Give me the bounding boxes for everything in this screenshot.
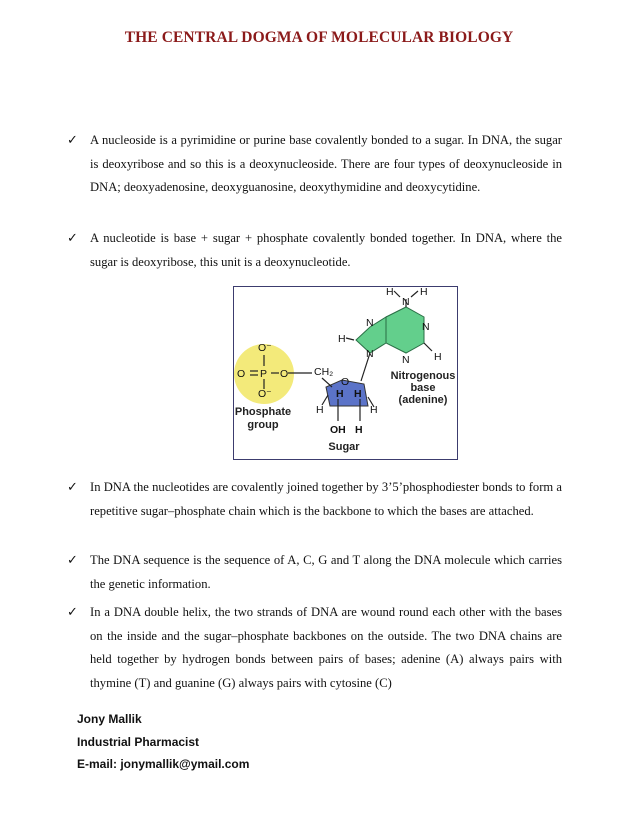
checkmark-icon: ✓ [67,480,78,495]
atom-h-ring-right: H [354,388,362,400]
atom-h-base-right: H [434,351,442,363]
phosphate-label-group: group [247,419,279,431]
author-name: Jony Mallik [77,712,142,726]
bullet-item-double-helix [67,601,562,695]
atom-h-base-left: H [338,333,346,345]
base-six-ring-shape [386,307,424,353]
atom-h-right: H [370,404,378,416]
bullet-text: A nucleotide is base + sugar + phosphate covalently bonded together. In DNA, where the sugar is deoxyribose, this unit is a deoxynucleotide. [90,231,562,269]
checkmark-icon: ✓ [67,553,78,568]
checkmark-icon: ✓ [67,605,78,620]
author-email: E-mail: jonymallik@ymail.com [77,757,250,771]
bullet-item-sequence [67,549,562,596]
base-label-adenine: (adenine) [398,394,448,406]
atom-n-1: N [366,317,374,329]
bullet-item-phosphodiester [67,476,562,523]
atom-o-minus-top: O⁻ [258,342,272,354]
atom-h-amine-right: H [420,287,428,298]
atom-n-amine: N [402,296,410,308]
bullet-text: A nucleoside is a pyrimidine or purine base covalently bonded to a sugar. In DNA, the sugar is deoxyribose and so this is a deoxynucleoside. There are four types of deoxynucleoside in DNA; deoxyadenosine, deoxyguanosine, deoxythymidine and deoxycytidine. [90,133,562,194]
nucleotide-structure-figure [233,286,458,460]
document-title: THE CENTRAL DOGMA OF MOLECULAR BIOLOGY [124,29,514,46]
atom-o-ring: O [341,376,350,388]
bullet-text: In a DNA double helix, the two strands of DNA are wound round each other with the bases on the inside and the sugar–phosphate backbones on the outside. The two DNA chains are held together by hydrogen bonds between pairs of bases; adenine (A) always pairs with thymine (T) and guanine (G) always pairs with cytosine (C) [90,605,562,690]
atom-ch2: CH₂ [314,366,334,378]
atom-o-minus-bottom: O⁻ [258,388,272,400]
phosphate-label: Phosphate [234,406,292,418]
bullet-item-nucleoside [67,129,562,200]
nucleotide-diagram [234,287,457,459]
atom-h-left: H [316,404,324,416]
atom-h-ring-left: H [336,388,344,400]
bullet-item-nucleotide [67,227,562,274]
author-role: Industrial Pharmacist [77,735,200,749]
atom-n-3: N [366,348,374,360]
checkmark-icon: ✓ [67,231,78,246]
atom-o-left: O [237,368,246,380]
checkmark-icon: ✓ [67,133,78,148]
atom-n-2: N [422,321,430,333]
atom-h-bottom: H [355,424,363,436]
base-label-base: base [410,382,436,394]
base-label-nitrogenous: Nitrogenous [390,370,456,382]
atom-n-4: N [402,354,410,366]
bullet-text: The DNA sequence is the sequence of A, C, G and T along the DNA molecule which carries the genetic information. [90,553,562,591]
sugar-label: Sugar [328,441,360,453]
bullet-text: In DNA the nucleotides are covalently joined together by 3’5’phosphodiester bonds to form a repetitive sugar–phosphate chain which is the backbone to which the bases are attached. [90,480,562,518]
atom-h-amine-left: H [386,287,394,298]
atom-oh: OH [330,424,346,436]
atom-p: P [260,368,268,380]
atom-o-right: O [280,368,289,380]
